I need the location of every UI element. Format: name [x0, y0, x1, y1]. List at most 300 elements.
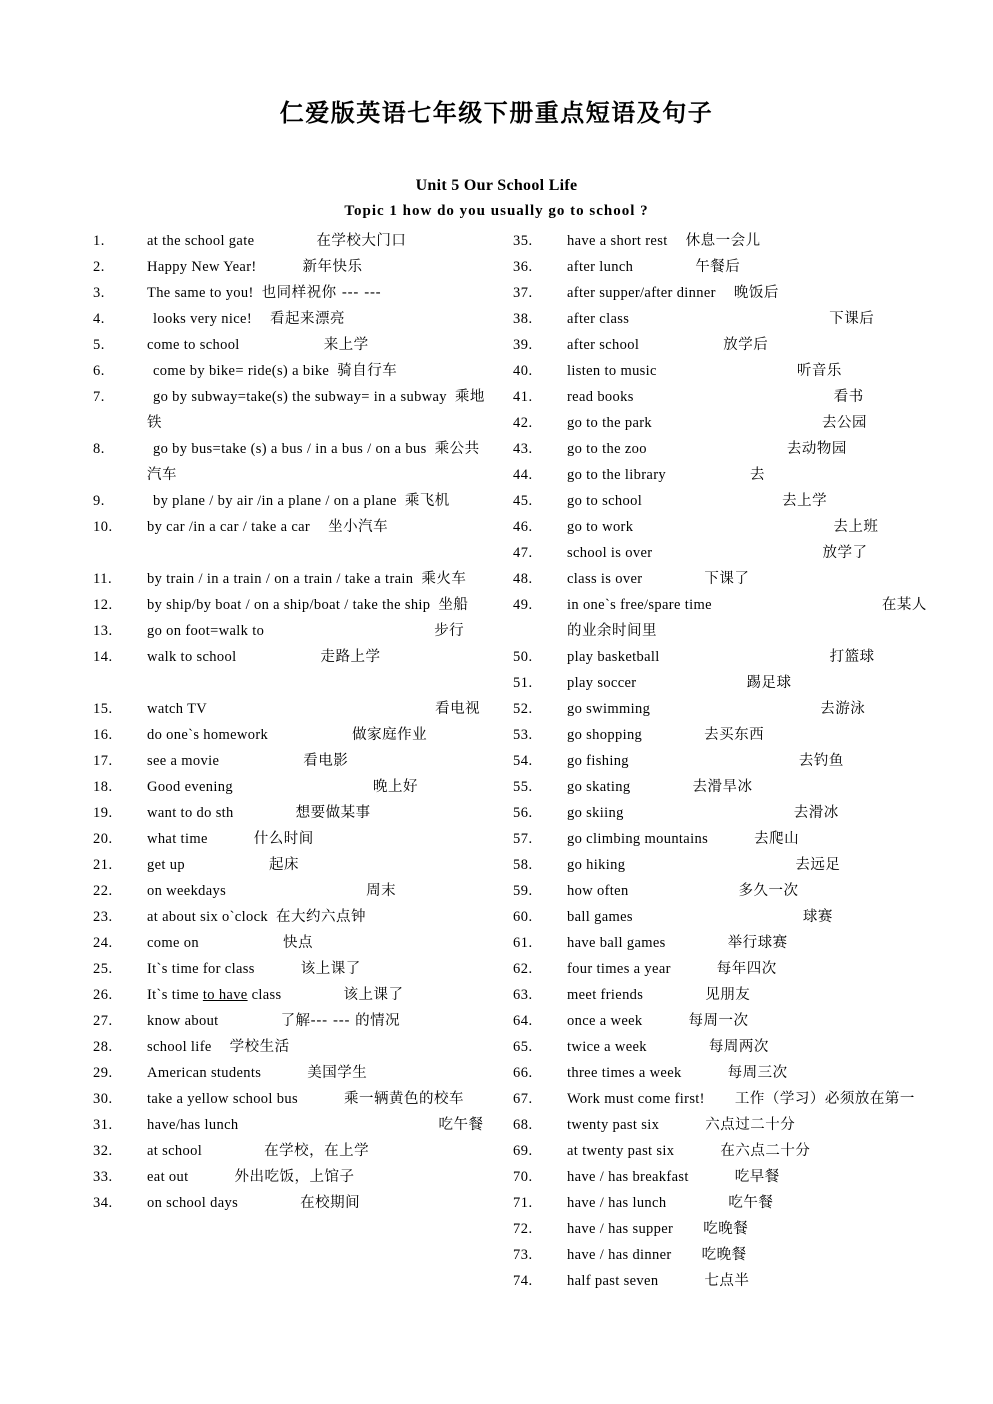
- phrase-number: 17.: [93, 753, 113, 769]
- phrase-body: [567, 696, 927, 722]
- phrase-body: [147, 358, 487, 384]
- phrase-number: 38.: [513, 311, 533, 327]
- phrase-english: looks very nice!: [153, 311, 253, 327]
- phrase-entry: [513, 826, 933, 852]
- phrase-entry: [93, 1112, 493, 1138]
- blank-line: [93, 670, 493, 696]
- phrase-chinese: 做家庭作业: [352, 727, 428, 743]
- phrase-number: 50.: [513, 649, 533, 665]
- phrase-english: play basketball: [567, 649, 660, 665]
- phrase-body: [567, 540, 927, 566]
- phrase-english: go climbing mountains: [567, 831, 709, 847]
- phrase-english: on school days: [147, 1195, 239, 1211]
- phrase-chinese: 美国学生: [307, 1065, 368, 1081]
- phrase-entry: [513, 670, 933, 696]
- phrase-entry: [93, 1008, 493, 1034]
- phrase-number: 43.: [513, 441, 533, 457]
- phrase-body: [147, 852, 487, 878]
- phrase-number: 3.: [93, 285, 105, 301]
- phrase-entry: [93, 514, 493, 540]
- phrase-number: 12.: [93, 597, 113, 613]
- topic-heading: Topic 1 how do you usually go to school ?: [344, 203, 649, 219]
- phrase-chinese: 吃午餐: [438, 1117, 484, 1133]
- phrase-chinese: 坐船: [438, 597, 469, 613]
- phrase-chinese: 看电视: [435, 701, 481, 717]
- phrase-chinese: 多久一次: [738, 883, 799, 899]
- phrase-english: watch TV: [147, 701, 208, 717]
- phrase-entry: [513, 410, 933, 436]
- phrase-entry: [513, 1138, 933, 1164]
- phrase-chinese: 见朋友: [705, 987, 751, 1003]
- phrase-body: [567, 1216, 927, 1242]
- phrase-chinese: 下课了: [704, 571, 750, 587]
- phrase-number: 22.: [93, 883, 113, 899]
- phrase-body: [147, 1138, 487, 1164]
- phrase-english: three times a week: [567, 1065, 682, 1081]
- phrase-chinese: 在学校大门口: [316, 233, 407, 249]
- phrase-english: go fishing: [567, 753, 629, 769]
- phrase-chinese: 新年快乐: [302, 259, 363, 275]
- phrase-body: [567, 670, 927, 696]
- phrase-entry: [93, 748, 493, 774]
- phrase-number: 47.: [513, 545, 533, 561]
- phrase-entry: [93, 1138, 493, 1164]
- phrase-number: 24.: [93, 935, 113, 951]
- phrase-number: 20.: [93, 831, 113, 847]
- phrase-entry: [93, 904, 493, 930]
- phrase-body: [147, 1164, 487, 1190]
- phrase-english: know about: [147, 1013, 219, 1029]
- phrase-number: 46.: [513, 519, 533, 535]
- phrase-chinese: 走路上学: [320, 649, 381, 665]
- phrase-number: 8.: [93, 441, 105, 457]
- phrase-body: [567, 228, 927, 254]
- phrase-number: 62.: [513, 961, 533, 977]
- phrase-body: [147, 878, 487, 904]
- phrase-body: [567, 306, 927, 332]
- phrase-chinese: 乘飞机: [404, 493, 450, 509]
- phrase-number: 35.: [513, 233, 533, 249]
- phrase-entry: [513, 1242, 933, 1268]
- phrase-entry: [93, 228, 493, 254]
- phrase-chinese: 看电影: [303, 753, 349, 769]
- phrase-english: after lunch: [567, 259, 634, 275]
- phrase-number: 61.: [513, 935, 533, 951]
- phrase-number: 56.: [513, 805, 533, 821]
- phrase-chinese: 每周两次: [708, 1039, 769, 1055]
- phrase-number: 73.: [513, 1247, 533, 1263]
- phrase-number: 37.: [513, 285, 533, 301]
- phrase-chinese: 吃晚餐: [701, 1247, 747, 1263]
- phrase-number: 18.: [93, 779, 113, 795]
- phrase-number: 70.: [513, 1169, 533, 1185]
- phrase-english: school life: [147, 1039, 212, 1055]
- phrase-entry: [93, 254, 493, 280]
- phrase-english: walk to school: [147, 649, 237, 665]
- phrase-body: [147, 644, 487, 670]
- phrase-chinese: 去上班: [833, 519, 879, 535]
- unit-heading: Unit 5 Our School Life: [415, 177, 578, 194]
- phrase-body: [567, 1112, 927, 1138]
- phrase-entry: [513, 982, 933, 1008]
- phrase-english: at twenty past six: [567, 1143, 675, 1159]
- phrase-number: 60.: [513, 909, 533, 925]
- phrase-chinese: 举行球赛: [727, 935, 788, 951]
- phrase-entry: [513, 1268, 933, 1294]
- phrase-number: 5.: [93, 337, 105, 353]
- phrase-body: [147, 982, 487, 1008]
- phrase-body: [567, 410, 927, 436]
- phrase-number: 27.: [93, 1013, 113, 1029]
- phrase-body: [147, 956, 487, 982]
- phrase-english: four times a year: [567, 961, 671, 977]
- phrase-entry: [93, 696, 493, 722]
- phrase-number: 34.: [93, 1195, 113, 1211]
- phrase-entry: [93, 592, 493, 618]
- phrase-entry: [513, 280, 933, 306]
- phrase-list-left-column: [93, 228, 493, 1216]
- phrase-english: on weekdays: [147, 883, 227, 899]
- phrase-body: [147, 618, 487, 644]
- phrase-body: [147, 514, 487, 540]
- phrase-english: ball games: [567, 909, 633, 925]
- phrase-chinese: 快点: [282, 935, 313, 951]
- phrase-entry: [93, 774, 493, 800]
- phrase-entry: [93, 332, 493, 358]
- phrase-body: [567, 280, 927, 306]
- phrase-english: go by subway=take(s) the subway= in a subway: [153, 389, 447, 405]
- phrase-entry: [93, 618, 493, 644]
- phrase-entry: [513, 358, 933, 384]
- blank-line: [93, 540, 493, 566]
- phrase-chinese: 去买东西: [704, 727, 765, 743]
- phrase-english: have/has lunch: [147, 1117, 239, 1133]
- phrase-english: go swimming: [567, 701, 651, 717]
- phrase-chinese: 每周一次: [688, 1013, 749, 1029]
- phrase-english: in one`s free/spare time: [567, 597, 712, 613]
- phrase-chinese: 放学了: [822, 545, 868, 561]
- phrase-english: go hiking: [567, 857, 626, 873]
- phrase-chinese: 七点半: [704, 1273, 750, 1289]
- phrase-number: 55.: [513, 779, 533, 795]
- phrase-number: 71.: [513, 1195, 533, 1211]
- phrase-number: 57.: [513, 831, 533, 847]
- phrase-entry: [93, 566, 493, 592]
- phrase-number: 63.: [513, 987, 533, 1003]
- phrase-english: Good evening: [147, 779, 233, 795]
- phrase-entry: [513, 800, 933, 826]
- phrase-english: come to school: [147, 337, 240, 353]
- phrase-entry: [513, 1034, 933, 1060]
- phrase-entry: [93, 280, 493, 306]
- phrase-english: go to the zoo: [567, 441, 647, 457]
- phrase-chinese: 该上课了: [300, 961, 361, 977]
- phrase-body: [147, 1008, 487, 1034]
- phrase-number: 31.: [93, 1117, 113, 1133]
- phrase-body: [147, 306, 487, 332]
- phrase-entry: [513, 956, 933, 982]
- phrase-body: [567, 1268, 927, 1294]
- phrase-entry: [93, 488, 493, 514]
- phrase-chinese: 乘地铁: [147, 389, 485, 431]
- phrase-entry: [513, 1164, 933, 1190]
- phrase-body: [567, 436, 927, 462]
- phrase-chinese: 在学校，在上学: [264, 1143, 370, 1159]
- phrase-chinese: 在大约六点钟: [275, 909, 366, 925]
- phrase-english: at about six o`clock: [147, 909, 268, 925]
- phrase-entry: [513, 514, 933, 540]
- phrase-english: go skiing: [567, 805, 624, 821]
- phrase-entry: [93, 1190, 493, 1216]
- phrase-chinese: 午餐后: [695, 259, 741, 275]
- phrase-english: twice a week: [567, 1039, 647, 1055]
- phrase-entry: [513, 254, 933, 280]
- phrase-entry: [513, 1008, 933, 1034]
- phrase-body: [147, 722, 487, 748]
- phrase-body: [567, 852, 927, 878]
- phrase-chinese: 踢足球: [746, 675, 792, 691]
- phrase-entry: [93, 982, 493, 1008]
- phrase-english: Happy New Year!: [147, 259, 257, 275]
- phrase-english: class is over: [567, 571, 643, 587]
- phrase-chinese: 每周三次: [727, 1065, 788, 1081]
- phrase-entry: [513, 540, 933, 566]
- phrase-chinese: 球赛: [802, 909, 833, 925]
- phrase-entry: [513, 306, 933, 332]
- phrase-english: come by bike= ride(s) a bike: [153, 363, 330, 379]
- phrase-entry: [513, 436, 933, 462]
- phrase-body: [567, 488, 927, 514]
- phrase-number: 49.: [513, 597, 533, 613]
- phrase-body: [567, 1086, 927, 1112]
- phrase-entry: [513, 852, 933, 878]
- phrase-body: [147, 384, 487, 436]
- phrase-chinese: 去: [749, 467, 765, 483]
- phrase-english: get up: [147, 857, 185, 873]
- phrase-number: 30.: [93, 1091, 113, 1107]
- phrase-english: go shopping: [567, 727, 643, 743]
- phrase-english: The same to you!: [147, 285, 254, 301]
- phrase-number: 9.: [93, 493, 105, 509]
- phrase-entry: [93, 1034, 493, 1060]
- phrase-number: 44.: [513, 467, 533, 483]
- phrase-chinese: 什么时间: [253, 831, 314, 847]
- phrase-chinese: 去远足: [795, 857, 841, 873]
- phrase-number: 48.: [513, 571, 533, 587]
- phrase-number: 2.: [93, 259, 105, 275]
- phrase-english: after supper/after dinner: [567, 285, 716, 301]
- phrase-number: 53.: [513, 727, 533, 743]
- phrase-entry: [93, 800, 493, 826]
- phrase-number: 29.: [93, 1065, 113, 1081]
- phrase-body: [567, 1138, 927, 1164]
- phrase-body: [147, 930, 487, 956]
- phrase-chinese: 也同样祝你 --- ---: [261, 285, 382, 301]
- phrase-body: [147, 800, 487, 826]
- phrase-chinese: 晚饭后: [733, 285, 779, 301]
- phrase-chinese: 晚上好: [372, 779, 418, 795]
- phrase-number: 59.: [513, 883, 533, 899]
- phrase-body: [567, 1242, 927, 1268]
- phrase-english: have / has supper: [567, 1221, 674, 1237]
- phrase-chinese: 去公园: [822, 415, 868, 431]
- phrase-body: [147, 696, 487, 722]
- phrase-entry: [93, 1060, 493, 1086]
- phrase-english: go to the park: [567, 415, 653, 431]
- phrase-body: [147, 748, 487, 774]
- phrase-number: 21.: [93, 857, 113, 873]
- phrase-entry: [93, 930, 493, 956]
- phrase-entry: [93, 384, 493, 436]
- phrase-number: 52.: [513, 701, 533, 717]
- phrase-body: [147, 904, 487, 930]
- phrase-english: meet friends: [567, 987, 644, 1003]
- phrase-chinese: 乘火车: [421, 571, 467, 587]
- phrase-chinese: 吃早餐: [734, 1169, 780, 1185]
- phrase-number: 64.: [513, 1013, 533, 1029]
- phrase-chinese: 周末: [366, 883, 397, 899]
- phrase-english: have a short rest: [567, 233, 668, 249]
- phrase-entry: [513, 696, 933, 722]
- phrase-entry: [513, 774, 933, 800]
- phrase-chinese: 看起来漂亮: [270, 311, 346, 327]
- phrase-body: [567, 592, 927, 644]
- phrase-number: 26.: [93, 987, 113, 1003]
- phrase-body: [147, 1086, 487, 1112]
- phrase-english: go on foot=walk to: [147, 623, 265, 639]
- phrase-entry: [93, 1164, 493, 1190]
- phrase-english: go to school: [567, 493, 643, 509]
- phrase-number: 15.: [93, 701, 113, 717]
- phrase-entry: [513, 878, 933, 904]
- phrase-english: at school: [147, 1143, 203, 1159]
- phrase-chinese: 想要做某事: [295, 805, 371, 821]
- phrase-body: [567, 930, 927, 956]
- phrase-english: go by bus=take (s) a bus / in a bus / on a bus: [153, 441, 427, 457]
- phrase-entry: [93, 722, 493, 748]
- phrase-english: what time: [147, 831, 208, 847]
- phrase-entry: [513, 1112, 933, 1138]
- phrase-body: [567, 1190, 927, 1216]
- phrase-number: 74.: [513, 1273, 533, 1289]
- phrase-body: [567, 982, 927, 1008]
- phrase-body: [147, 436, 487, 488]
- phrase-body: [147, 1112, 487, 1138]
- phrase-number: 32.: [93, 1143, 113, 1159]
- phrase-number: 66.: [513, 1065, 533, 1081]
- phrase-chinese: 去爬山: [754, 831, 800, 847]
- phrase-number: 6.: [93, 363, 105, 379]
- phrase-english: want to do sth: [147, 805, 234, 821]
- phrase-number: 67.: [513, 1091, 533, 1107]
- phrase-entry: [513, 462, 933, 488]
- phrase-chinese: 外出吃饭，上馆子: [234, 1169, 355, 1185]
- phrase-body: [567, 956, 927, 982]
- phrase-chinese: 坐小汽车: [328, 519, 389, 535]
- phrase-chinese: 在某人的业余时间里: [567, 597, 927, 639]
- phrase-number: 13.: [93, 623, 113, 639]
- phrase-chinese: 每年四次: [716, 961, 777, 977]
- phrase-english: have / has dinner: [567, 1247, 672, 1263]
- phrase-number: 19.: [93, 805, 113, 821]
- phrase-number: 16.: [93, 727, 113, 743]
- phrase-body: [567, 722, 927, 748]
- phrase-english: school is over: [567, 545, 653, 561]
- phrase-english: by car /in a car / take a car: [147, 519, 311, 535]
- phrase-number: 1.: [93, 233, 105, 249]
- phrase-english: twenty past six: [567, 1117, 660, 1133]
- phrase-body: [567, 332, 927, 358]
- phrase-body: [567, 878, 927, 904]
- phrase-body: [567, 566, 927, 592]
- phrase-number: 51.: [513, 675, 533, 691]
- phrase-body: [147, 488, 487, 514]
- phrase-body: [147, 332, 487, 358]
- phrase-english: have / has breakfast: [567, 1169, 689, 1185]
- phrase-chinese: 乘一辆黄色的校车: [343, 1091, 464, 1107]
- phrase-body: [567, 384, 927, 410]
- phrase-entry: [93, 644, 493, 670]
- phrase-chinese: 工作（学习）必须放在第一: [734, 1091, 915, 1107]
- phrase-body: [567, 1060, 927, 1086]
- phrase-chinese: 放学后: [723, 337, 769, 353]
- phrase-english: It`s time for class: [147, 961, 255, 977]
- phrase-entry: [513, 1086, 933, 1112]
- phrase-body: [567, 800, 927, 826]
- phrase-chinese: 骑自行车: [337, 363, 398, 379]
- phrase-english: eat out: [147, 1169, 189, 1185]
- phrase-entry: [513, 644, 933, 670]
- phrase-body: [567, 826, 927, 852]
- phrase-entry: [93, 358, 493, 384]
- phrase-body: [567, 1164, 927, 1190]
- phrase-chinese: 来上学: [323, 337, 369, 353]
- phrase-body: [147, 1190, 487, 1216]
- phrase-body: [147, 280, 487, 306]
- phrase-chinese: 去游泳: [820, 701, 866, 717]
- phrase-number: 28.: [93, 1039, 113, 1055]
- phrase-english: by train / in a train / on a train / take a train: [147, 571, 414, 587]
- phrase-entry: [93, 826, 493, 852]
- phrase-body: [567, 254, 927, 280]
- phrase-body: [147, 1060, 487, 1086]
- phrase-chinese: 起床: [268, 857, 299, 873]
- phrase-english: half past seven: [567, 1273, 659, 1289]
- phrase-chinese: 在校期间: [300, 1195, 361, 1211]
- phrase-number: 14.: [93, 649, 113, 665]
- phrase-body: [567, 358, 927, 384]
- phrase-chinese: 了解--- --- 的情况: [280, 1013, 401, 1029]
- phrase-english: go to the library: [567, 467, 666, 483]
- phrase-number: 69.: [513, 1143, 533, 1159]
- phrase-number: 11.: [93, 571, 113, 587]
- phrase-body: [147, 826, 487, 852]
- phrase-body: [567, 1034, 927, 1060]
- phrase-number: 42.: [513, 415, 533, 431]
- phrase-chinese: 去上学: [782, 493, 828, 509]
- phrase-chinese: 去动物园: [786, 441, 847, 457]
- phrase-number: 41.: [513, 389, 533, 405]
- phrase-english: how often: [567, 883, 629, 899]
- phrase-english: go to work: [567, 519, 634, 535]
- phrase-entry: [93, 306, 493, 332]
- phrase-english: once a week: [567, 1013, 643, 1029]
- phrase-body: [147, 592, 487, 618]
- phrase-english: have ball games: [567, 935, 666, 951]
- phrase-entry: [93, 852, 493, 878]
- phrase-chinese: 听音乐: [796, 363, 842, 379]
- phrase-chinese: 乘公共汽车: [147, 441, 480, 483]
